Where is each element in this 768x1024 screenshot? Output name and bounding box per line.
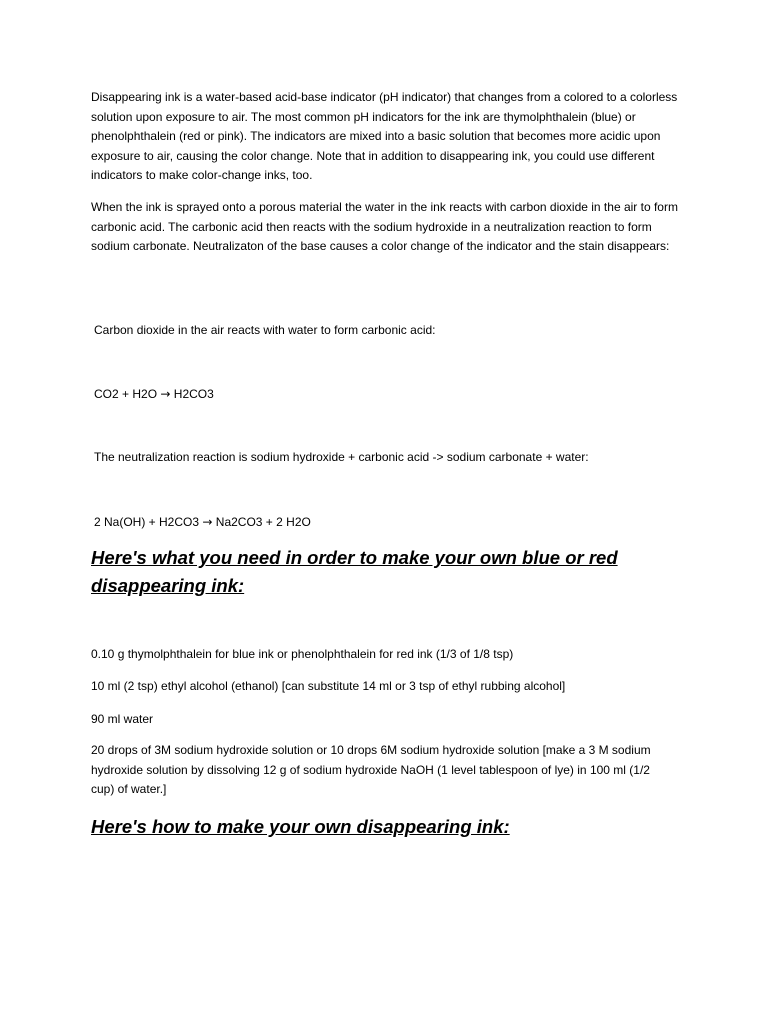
intro-paragraph-1: Disappearing ink is a water-based acid-base indicator (pH indicator) that changes from a colored to a colorless solution upon exposure to air. The most common pH indicators for the ink are thymolphthalein (blue) or phenolphthalein (red or pink). The indicators are mixed into a basic solution that becomes more acidic upon exposure to air, causing the color change. Note that in addition to disappearing ink, you could use different indicators to make color-change inks, too. — [91, 90, 678, 182]
equation-1-right: H2CO3 — [173, 387, 214, 401]
intro-paragraph-2: When the ink is sprayed onto a porous material the water in the ink reacts with carbon dioxide in the air to form carbonic acid. The carbonic acid then reacts with the sodium hydroxide in a neutralization reaction to form sodium carbonate. Neutralizaton of the base causes a color change of the indicator and the stain disappears: — [91, 200, 678, 253]
equation-2-right: Na2CO3 + 2 H2O — [215, 515, 311, 529]
instructions-heading: Here's how to make your own disappearing ink: — [91, 816, 510, 837]
equation-2 — [94, 514, 694, 530]
materials-item: 0.10 g thymolphthalein for blue ink or phenolphthalein for red ink (1/3 of 1/8 tsp) — [91, 647, 514, 661]
materials-item: 20 drops of 3M sodium hydroxide solution or 10 drops 6M sodium hydroxide solution [make a 3 M sodium hydroxide solution by dissolving 12 g of sodium hydroxide NaOH (1 level tablespoon of lye) in 100 ml (1/2 cup) of water.] — [91, 743, 651, 796]
reaction-step-2-text: The neutralization reaction is sodium hydroxide + carbonic acid -> sodium carbonate + water: — [94, 450, 589, 464]
materials-item: 90 ml water — [91, 712, 154, 726]
materials-heading: Here's what you need in order to make your own blue or red disappearing ink: — [91, 547, 618, 596]
equation-2-left: 2 Na(OH) + H2CO3 — [94, 515, 200, 529]
reaction-step-1-text: Carbon dioxide in the air reacts with water to form carbonic acid: — [94, 323, 436, 337]
materials-item: 10 ml (2 tsp) ethyl alcohol (ethanol) [can substitute 14 ml or 3 tsp of ethyl rubbing alcohol] — [91, 679, 566, 693]
arrow-icon: → — [202, 515, 213, 529]
equation-1-left: CO2 + H2O — [94, 387, 158, 401]
arrow-icon: → — [160, 387, 171, 401]
equation-1 — [94, 386, 694, 402]
